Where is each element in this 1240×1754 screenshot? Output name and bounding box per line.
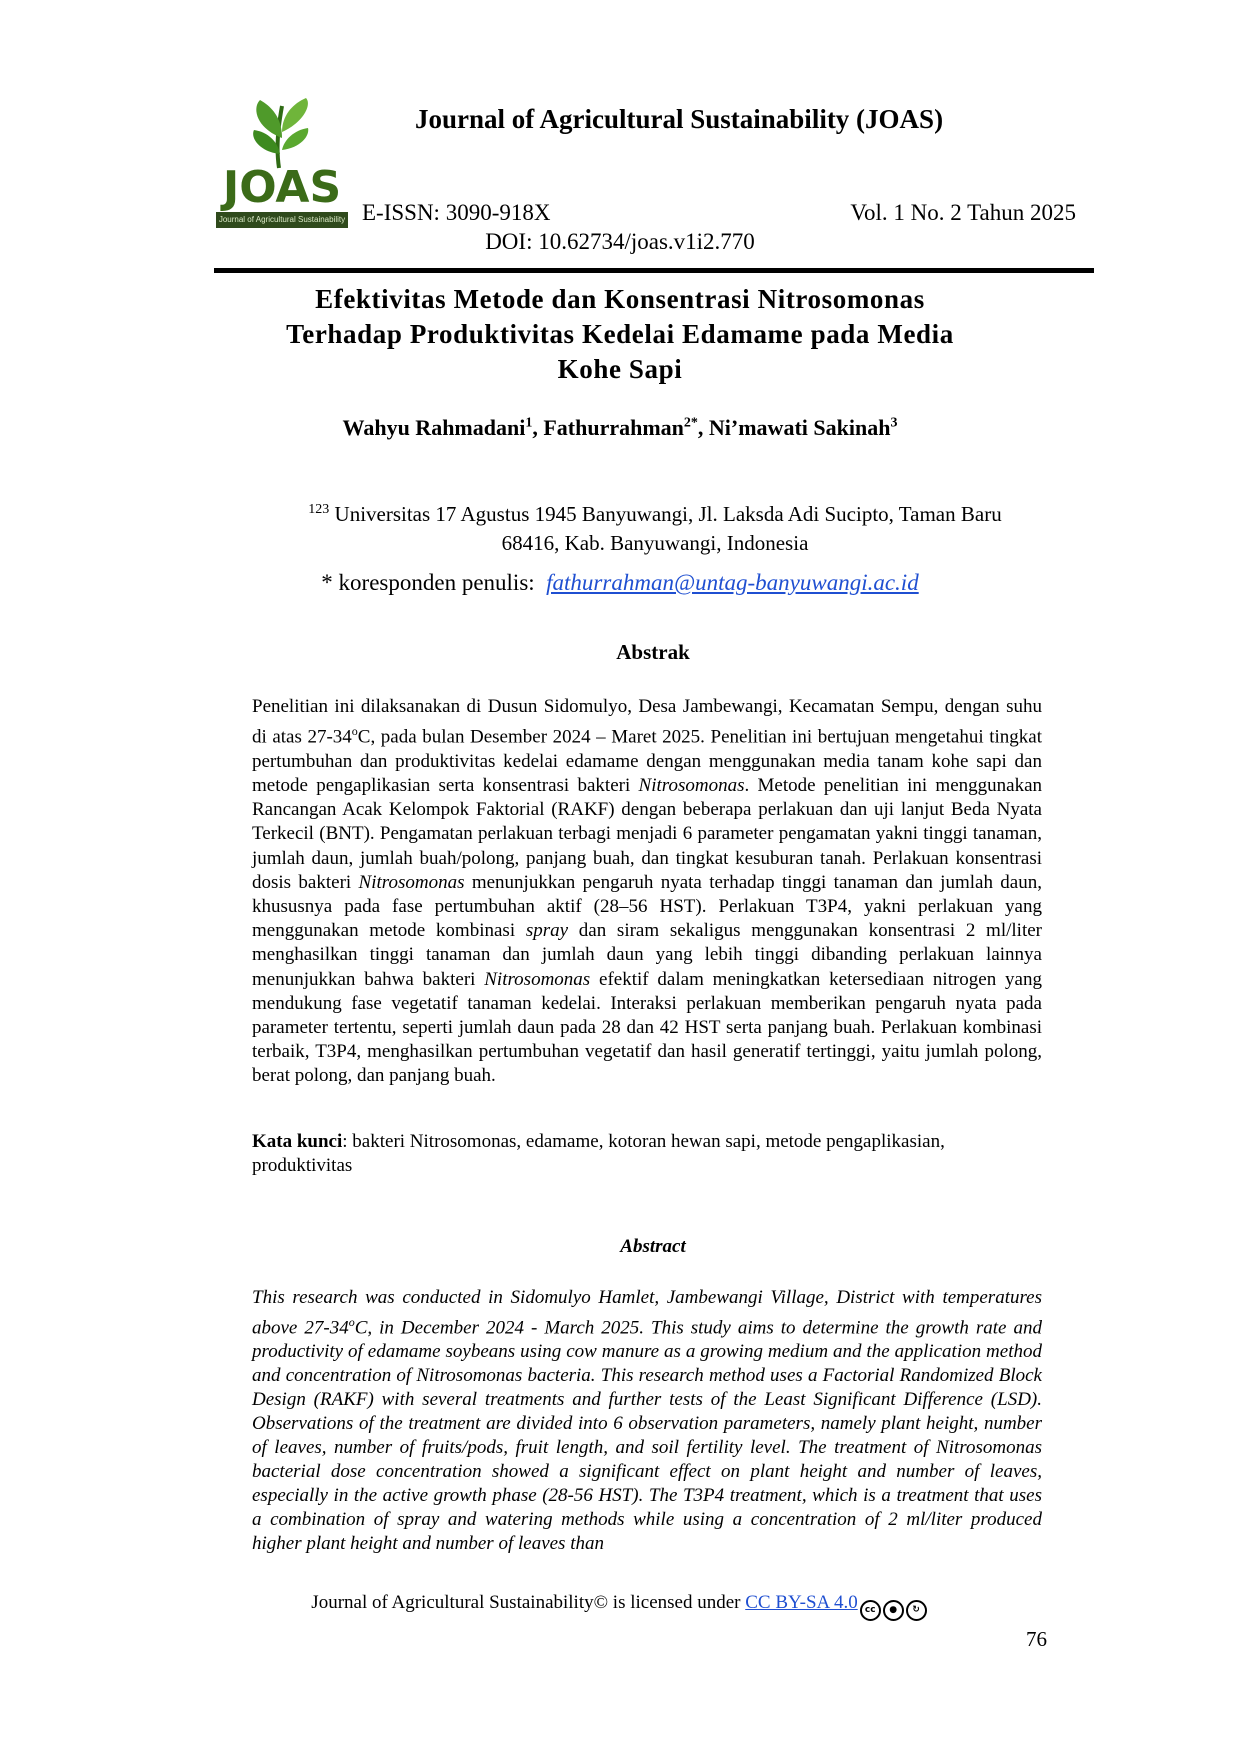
affiliation-line: 68416, Kab. Banyuwangi, Indonesia	[501, 531, 809, 555]
abstract-text: C, in December 2024 - March 2025. This study aims to determine the growth rate and productivity of edamame soybeans using cow manure as a growing medium and the application method and concentration of Nitrosomonas bacteria. This research method uses a Factorial Randomized Block Design (RAKF) with several treatments and further tests of the Least Significant Difference (LSD). Observations of the treatment are divided into 6 observation parameters, namely plant height, number of leaves, number of fruits/pods, fruit length, and soil fertility level. The treatment of Nitrosomonas bacterial dose concentration showed a significant effect on plant height and number of leaves, especially in the active growth phase (28-56 HST). The T3P4 treatment, which is a treatment that uses a combination of spray and watering methods while using a concentration of 2 ml/liter produced higher plant height and number of leaves than	[252, 1317, 1042, 1555]
header-rule	[214, 268, 1094, 273]
volume-info: Vol. 1 No. 2 Tahun 2025	[850, 200, 1076, 225]
affiliation-line: Universitas 17 Agustus 1945 Banyuwangi, Jl. Laksda Adi Sucipto, Taman Baru	[334, 502, 1002, 526]
title-line: Efektivitas Metode dan Konsentrasi Nitrosomonas	[315, 284, 925, 314]
logo-mark-text: JOAS	[222, 162, 342, 212]
abstrak-text: . Metode penelitian ini menggunakan Rancangan Acak Kelompok Faktorial (RAKF) dengan beberapa perlakuan dan uji lanjut Beda Nyata Terkecil (BNT). Pengamatan perlakuan terbagi menjadi 6 parameter pengamatan yakni tinggi tanaman, jumlah daun, jumlah buah/polong, panjang buah, dan tingkat kesuburan tanah. Perlakuan konsentrasi dosis bakteri	[252, 774, 1042, 893]
correspondence	[0, 570, 1240, 596]
title-line: Kohe Sapi	[557, 354, 683, 384]
abstrak-text: Nitrosomonas	[358, 871, 465, 893]
abstract-heading: Abstract	[620, 1236, 686, 1257]
keywords	[252, 1130, 1042, 1178]
journal-name: Journal of Agricultural Sustainability (JOAS)	[415, 104, 944, 134]
license-text: Journal of Agricultural Sustainability© is licensed under	[311, 1592, 746, 1613]
abstrak-body	[252, 695, 1042, 1089]
doi: DOI: 10.62734/joas.v1i2.770	[485, 229, 755, 254]
logo-leaf-icon	[216, 98, 348, 212]
abstrak-text: efektif dalam meningkatkan ketersediaan nitrogen yang mendukung fase vegetatif tanaman kedelai. Interaksi perlakuan memberikan pengaruh nyata pada parameter tertentu, seperti jumlah daun pada 28 dan 42 HST serta panjang buah. Perlakuan kombinasi terbaik, T3P4, menghasilkan pertumbuhan vegetatif dan hasil generatif tertinggi, yaitu jumlah polong, berat polong, dan panjang buah.	[252, 968, 1042, 1087]
keywords-label: Kata kunci	[252, 1131, 343, 1152]
affiliation-mark: 123	[308, 502, 330, 517]
by-icon: ●	[883, 1600, 904, 1621]
abstrak-text: C, pada bulan Desember 2024 – Maret 2025. Penelitian ini bertujuan mengetahui tingkat pertumbuhan dan produktivitas kedelai edamame dengan menggunakan media tanam kohe sapi dan metode pengaplikasian serta konsentrasi bakteri	[252, 726, 1042, 796]
abstrak-text: o	[351, 724, 358, 739]
abstract-text: This research was conducted in Sidomulyo Hamlet, Jambewangi Village, District with temperatures above 27-34	[252, 1287, 1042, 1339]
journal-logo	[216, 98, 348, 230]
author-mark: 3	[890, 415, 898, 431]
title-line: Terhadap Produktivitas Kedelai Edamame pada Media	[286, 319, 954, 349]
author-mark: 1	[525, 415, 533, 431]
abstrak-text: spray	[525, 920, 569, 942]
article-title	[230, 282, 1010, 387]
abstract-body	[252, 1286, 1042, 1556]
abstrak-text: Nitrosomonas	[638, 774, 745, 796]
abstract-text: o	[348, 1315, 355, 1329]
correspondence-email-link[interactable]: fathurrahman@untag-banyuwangi.ac.id	[546, 570, 919, 595]
sa-icon: ↻	[906, 1600, 927, 1621]
author-name: Wahyu Rahmadani	[342, 415, 526, 440]
abstrak-text: Nitrosomonas	[484, 968, 591, 990]
cc-badge	[860, 1596, 929, 1621]
author-list: Wahyu Rahmadani$^1$, Fathurrahman$^{2*}$, Ni’mawati Sakinah$^3$	[342, 415, 898, 440]
keywords-text: : bakteri Nitrosomonas, edamame, kotoran hewan sapi, metode pengaplikasian, produktivitas	[252, 1131, 945, 1176]
abstrak-heading: Abstrak	[616, 640, 690, 664]
issn: E-ISSN: 3090-918X	[362, 200, 551, 225]
abstrak-text: menunjukkan pengaruh nyata terhadap tinggi tanaman dan jumlah daun, khususnya pada fase pertumbuhan aktif (28–56 HST). Perlakuan T3P4, yakni perlakuan yang menggunakan metode kombinasi	[252, 871, 1042, 942]
page-number: 76	[1026, 1627, 1047, 1651]
cc-icon: cc	[860, 1600, 881, 1621]
author-name: Ni’mawati Sakinah	[708, 415, 891, 440]
correspondence-label: * koresponden penulis:	[321, 570, 535, 595]
license-link[interactable]: CC BY-SA 4.0	[745, 1592, 858, 1613]
license-footer	[0, 1592, 1240, 1621]
author-name: Fathurrahman	[543, 415, 684, 440]
author-mark: 2*	[683, 415, 698, 431]
abstrak-text: dan siram sekaligus menggunakan konsentrasi 2 ml/liter menghasilkan tinggi tanaman dan jumlah daun yang lebih tinggi dibanding perlakuan lainnya menunjukkan bahwa bakteri	[252, 920, 1042, 990]
affiliation	[260, 495, 1050, 558]
logo-banner-text: Journal of Agricultural Sustainability	[218, 215, 346, 224]
abstrak-text: Penelitian ini dilaksanakan di Dusun Sidomulyo, Desa Jambewangi, Kecamatan Sempu, dengan suhu di atas 27-34	[252, 696, 1042, 748]
